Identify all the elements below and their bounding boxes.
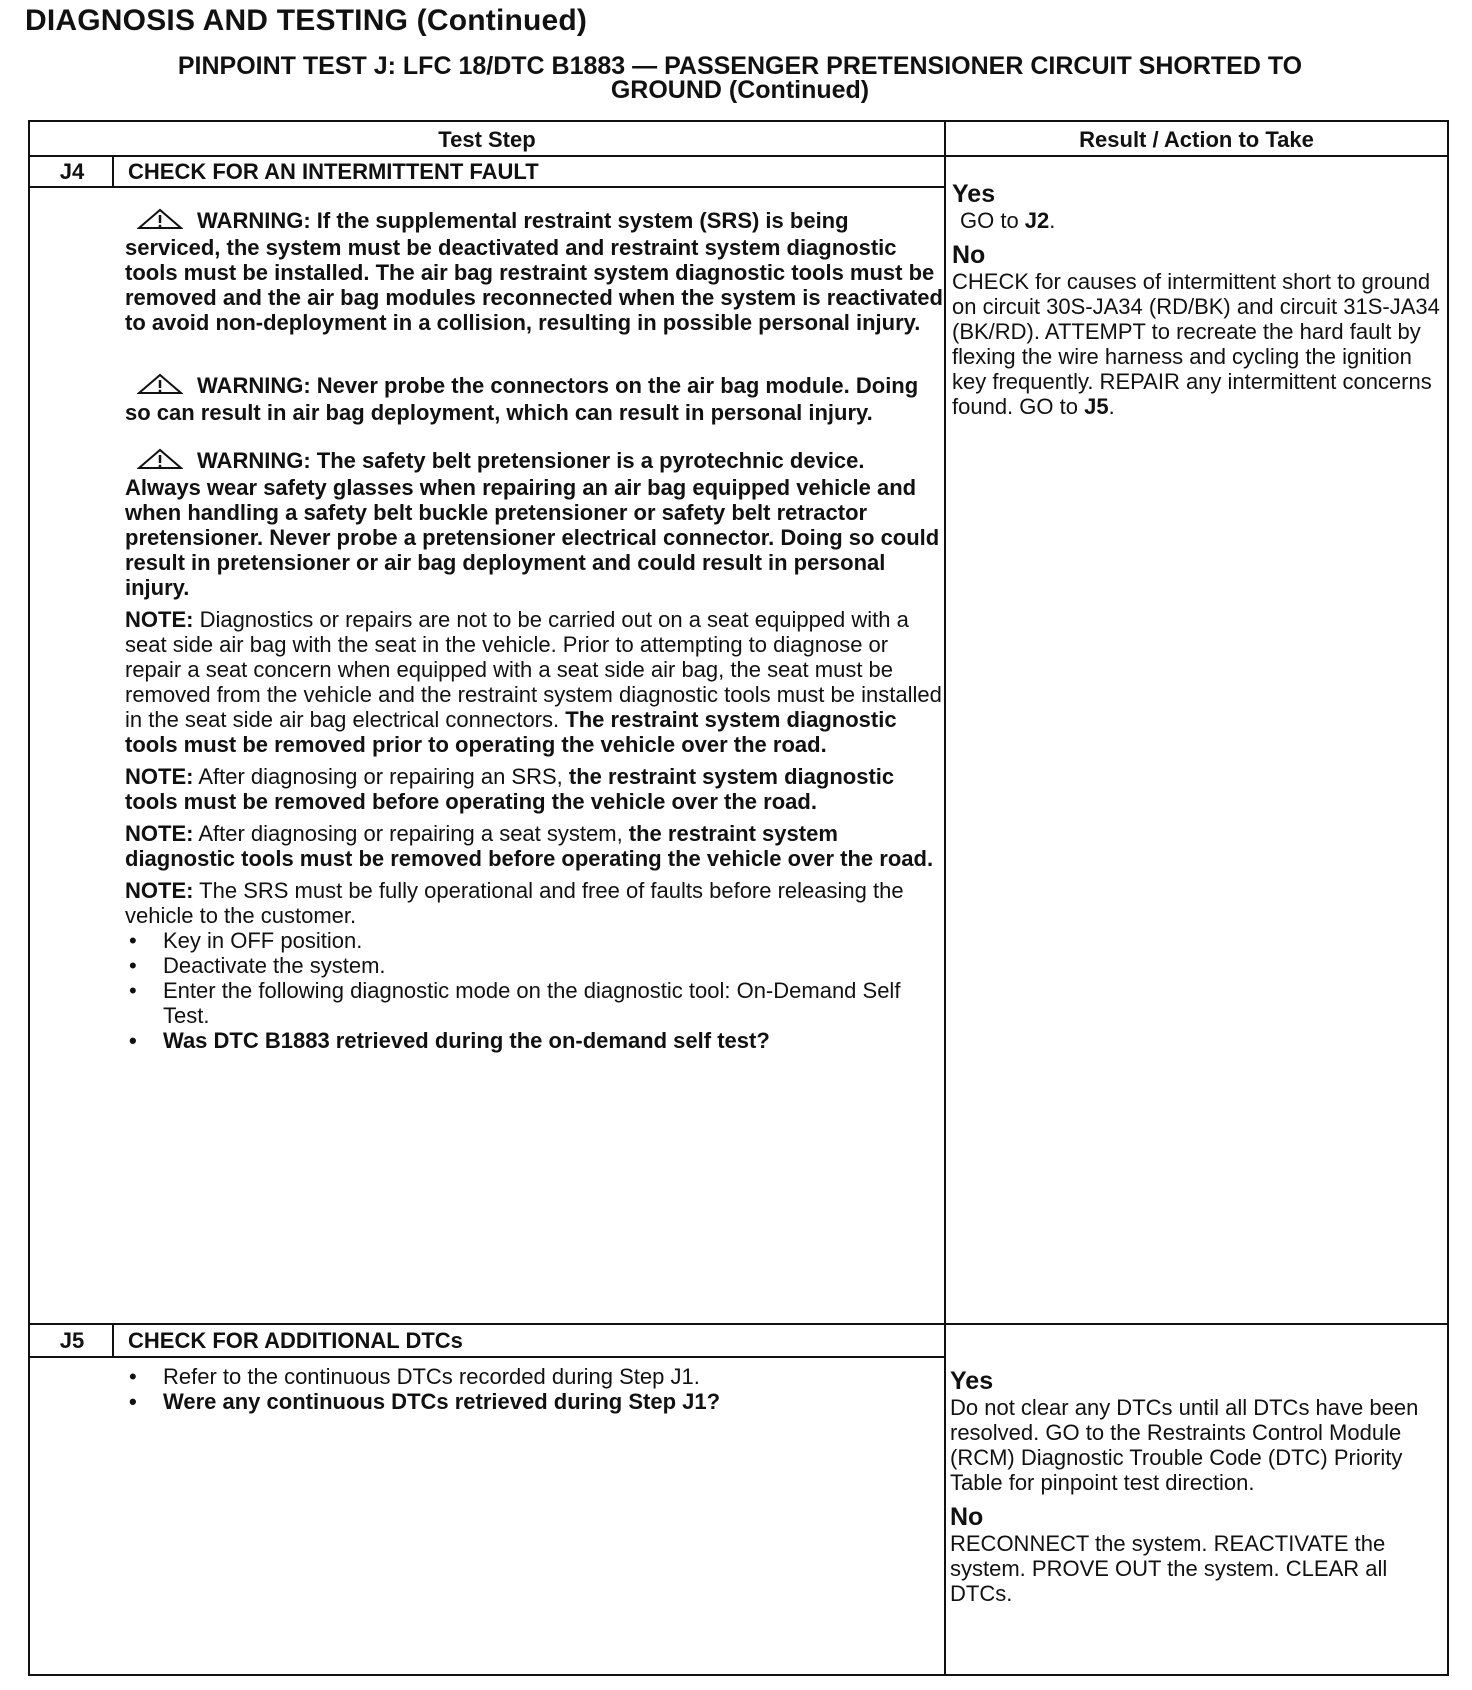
result-no-action: CHECK for causes of intermittent short to ground on circuit 30S-JA34 (RD/BK) and circuit 31S-JA34 (BK/RD). ATTEMPT to recreate the hard fault by flexing the wire harness and cycling the ignition key frequently. REPAIR any intermittent concerns found. GO to	[952, 269, 1440, 419]
period: .	[1049, 208, 1056, 233]
result-no-text: RECONNECT the system. REACTIVATE the system. PROVE OUT the system. CLEAR all DTCs.	[950, 1531, 1388, 1606]
note-text: The SRS must be fully operational and free of faults before releasing the vehicle to the customer.	[125, 878, 904, 928]
step-id-j4: J4	[59, 159, 85, 184]
title-line-1: PINPOINT TEST J: LFC 18/DTC B1883 — PASSENGER PRETENSIONER CIRCUIT SHORTED TO	[177, 52, 1303, 80]
list-item: • Deactivate the system.	[125, 953, 945, 978]
note-after-srs	[125, 764, 945, 814]
list-item: • Enter the following diagnostic mode on the diagnostic tool: On-Demand Self Test.	[125, 978, 945, 1028]
title-line-2: GROUND (Continued)	[610, 76, 870, 104]
goto-j5-link[interactable]: J5	[1084, 394, 1109, 419]
result-j5	[950, 1367, 1440, 1606]
step-id-j5: J5	[59, 1328, 85, 1353]
note-after-seat-system	[125, 821, 945, 871]
warning-airbag-service	[125, 208, 945, 335]
result-yes-action: GO to	[960, 208, 1025, 233]
warning-text: : If the supplemental restraint system (SRS) is being serviced, the system must be deactivated and restraint system diagnostic tools must be installed. The air bag restraint system diagnostic tools must be removed and the air bag modules reconnected when the system is reactivated to avoid non-deployment in a collision, resulting in possible personal injury.	[125, 208, 943, 335]
note-emphasis: the restraint system diagnostic tools must be removed before operating the vehicle over the road.	[125, 764, 895, 814]
note-label: NOTE:	[125, 764, 194, 789]
note-emphasis: The restraint system diagnostic tools must be removed prior to operating the vehicle over the road.	[125, 707, 897, 757]
step-title-j5: CHECK FOR ADDITIONAL DTCs	[128, 1328, 463, 1353]
warning-triangle-icon	[137, 373, 183, 400]
warning-triangle-icon	[137, 208, 183, 235]
result-yes-label: Yes	[952, 180, 996, 208]
note-text: After diagnosing or repairing a seat system,	[193, 821, 629, 846]
header-test-step: Test Step	[438, 127, 536, 152]
result-no-label: No	[950, 1503, 984, 1531]
list-item: • Key in OFF position.	[125, 928, 945, 953]
note-text: After diagnosing or repairing an SRS,	[193, 764, 569, 789]
note-seat-side-airbag	[125, 607, 945, 757]
result-yes-text	[952, 208, 1442, 233]
spacer	[125, 335, 945, 373]
note-srs-operational	[125, 878, 945, 928]
list-item-question: • Were any continuous DTCs retrieved during Step J1?	[125, 1389, 945, 1414]
warning-triangle-icon	[137, 448, 183, 475]
spacer	[125, 814, 945, 821]
result-j4	[952, 180, 1442, 419]
result-no-text	[952, 269, 1442, 419]
pinpoint-test-title	[40, 54, 1440, 102]
note-text: Diagnostics or repairs are not to be carried out on a seat equipped with a seat side air bag with the seat in the vehicle. Prior to attempting to diagnose or repair a seat concern when equipped with a seat side air bag, the seat must be removed from the vehicle and the restraint system diagnostic tools must be installed in the seat side air bag electrical connectors.	[125, 607, 942, 732]
pinpoint-test-table	[28, 120, 1449, 1676]
spacer	[952, 233, 1442, 241]
spacer	[125, 757, 945, 764]
warning-text: WARNING: Never probe the connectors on the air bag module. Doing so can result in air bag deployment, which can result in personal injury.	[125, 373, 919, 425]
header-result-action: Result / Action to Take	[1079, 127, 1314, 152]
note-label: NOTE:	[125, 878, 194, 903]
warning-text: WARNING: The safety belt pretensioner is a pyrotechnic device. Always wear safety glasses when repairing an air bag equipped vehicle and when handling a safety belt buckle pretensioner or safety belt retractor pretensioner. Never probe a pretensioner electrical connector. Doing so could result in pretensioner or air bag deployment and could result in personal injury.	[125, 448, 940, 600]
j4-step-list	[125, 928, 945, 1053]
goto-j2-link[interactable]: J2	[1024, 208, 1050, 233]
spacer	[125, 425, 945, 448]
step-title-j4: CHECK FOR AN INTERMITTENT FAULT	[128, 159, 539, 184]
note-label: NOTE:	[125, 607, 194, 632]
list-item: • Refer to the continuous DTCs recorded during Step J1.	[125, 1364, 945, 1389]
warning-label: WARNING	[197, 208, 304, 233]
result-yes-text: Do not clear any DTCs until all DTCs have been resolved. GO to the Restraints Control Module (RCM) Diagnostic Trouble Code (DTC) Priority Table for pinpoint test direction.	[950, 1395, 1419, 1495]
warning-pretensioner	[125, 448, 945, 600]
spacer	[950, 1495, 1440, 1503]
step-body-j4	[125, 208, 945, 1053]
list-item-question: • Was DTC B1883 retrieved during the on-demand self test?	[125, 1028, 945, 1053]
j5-step-list	[125, 1364, 945, 1414]
note-emphasis: the restraint system diagnostic tools must be removed before operating the vehicle over the road.	[125, 821, 934, 871]
result-yes-label: Yes	[950, 1367, 994, 1395]
note-label: NOTE:	[125, 821, 194, 846]
spacer	[125, 871, 945, 878]
step-body-j5	[125, 1364, 945, 1414]
spacer	[125, 600, 945, 607]
result-no-label: No	[952, 241, 986, 269]
warning-probe-connectors	[125, 373, 945, 425]
period: .	[1108, 394, 1115, 419]
page-heading: DIAGNOSIS AND TESTING (Continued)	[25, 4, 588, 37]
